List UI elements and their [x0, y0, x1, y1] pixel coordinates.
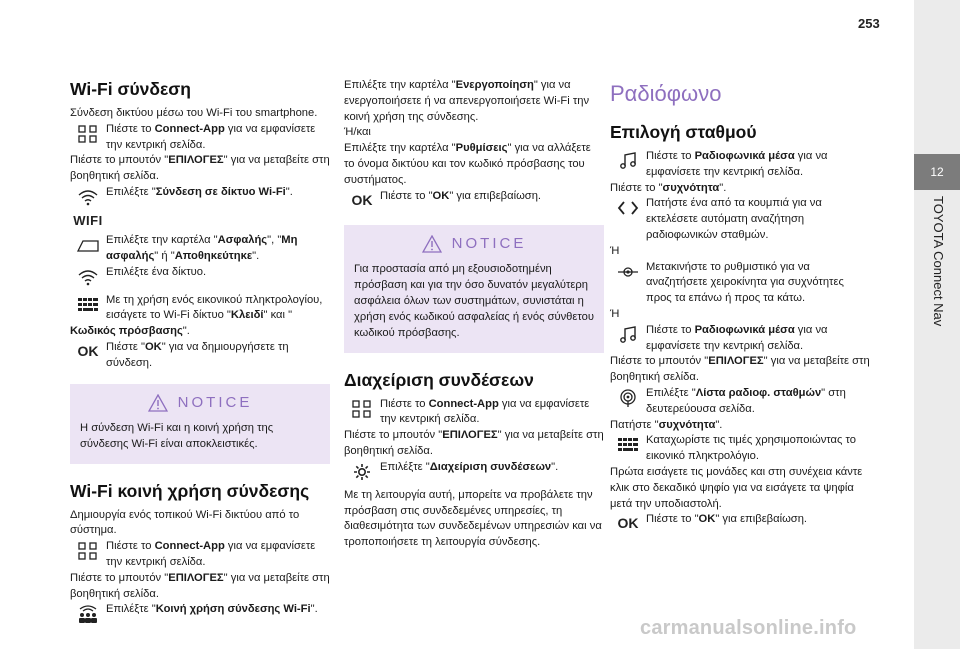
- radio-step-frequency: Πιέστε το "συχνότητα".: [610, 181, 727, 194]
- step-select-wifi: Επιλέξτε "Σύνδεση σε δίκτυο Wi-Fi".: [70, 185, 330, 209]
- ok-icon: OK: [77, 343, 99, 360]
- or-and: Ή/και: [344, 126, 371, 139]
- slider-knob-icon: [610, 260, 646, 284]
- radio-station-icon: [610, 386, 646, 410]
- watermark: carmanualsonline.info: [640, 617, 857, 639]
- step-select-network: Επιλέξτε ένα δίκτυο.: [70, 265, 330, 289]
- radio-step-media: Πιέστε το Ραδιοφωνικά μέσα για να εμφανίσετε την κεντρική σελίδα.: [610, 149, 870, 181]
- chapter-tab[interactable]: 12: [914, 154, 960, 190]
- manage-step-options: Πιέστε το μπουτόν "ΕΠΙΛΟΓΕΣ" για να μεταβείτε στη βοηθητική σελίδα.: [344, 429, 604, 457]
- notice-text: Η σύνδεση Wi-Fi και η κοινή χρήση της σύνδεσης Wi-Fi είναι αποκλειστικές.: [80, 421, 274, 450]
- radio-step-options: Πιέστε το μπουτόν "ΕΠΙΛΟΓΕΣ" για να μεταβείτε στη βοηθητική σελίδα.: [610, 355, 870, 384]
- step-connect-app: Πιέστε το Connect-App για να εμφανίσετε την κεντρική σελίδα.: [70, 122, 330, 154]
- share-step-select: Επιλέξτε "Κοινή χρήση σύνδεσης Wi-Fi".: [70, 602, 330, 626]
- wifi-label-icon: WIFI: [73, 213, 103, 229]
- step-ok-confirm: OK Πιέστε το "OK" για επιβεβαίωση.: [344, 189, 604, 213]
- step-keyboard: Με τη χρήση ενός εικονικού πληκτρολογίου, εισάγετε το Wi-Fi δίκτυο "Κλειδί" και ": [70, 293, 330, 325]
- column-radio: Ραδιόφωνο Επιλογή σταθμού Πιέστε το Ραδιοφωνικά μέσα για να εμφανίσετε την κεντρική σελίδα. Πιέστε το "συχνότητα". Πατήστε ένα από τα κουμπιά για να εκτελέσετε αυτόματη αναζήτηση ραδιοφωνικών σταθμών. Ή Μετακινήστε το ρυθμιστικό για να αναζητήσετε χειροκίνητα για συχνότητες προς τα επάνω ή προς τα κάτω. Ή Πιέστε το Ραδιοφωνικά μέσα για να εμφανίσετε την κεντρική σελίδα. Πιέστε το μπουτόν "ΕΠΙΛΟΓΕΣ" για να μεταβείτε στη βοηθητική σελίδα. Επιλέξτε "Λίστα ραδιοφ. σταθμών" στη δευτερεύουσα σελίδα. Πατήστε "συχνότητα". Καταχωρίστε τις τιμές χρησιμοποιώντας το εικονικό πληκτρολόγιο. Πρώτα εισάγετε τις μονάδες και στη συνέχεια κάντε κλικ στο δεκαδικό ψηφίο για να εισάγετε τα ψηφία μετά την υποδιαστολή. OK Πιέστε το "OK" για επιβεβαίωση.: [610, 78, 870, 536]
- keyboard-icon: [70, 293, 106, 317]
- warning-icon: [148, 394, 168, 412]
- manage-connections-heading: Διαχείριση συνδέσεων: [344, 369, 534, 390]
- radio-step-keyboard: Καταχωρίστε τις τιμές χρησιμοποιώντας το εικονικό πληκτρολόγιο.: [610, 433, 870, 465]
- ok-icon: OK: [617, 515, 639, 532]
- radio-step-ok: OK Πιέστε το "OK" για επιβεβαίωση.: [610, 512, 870, 536]
- page-number: 253: [858, 16, 880, 31]
- manage-step-select: Επιλέξτε "Διαχείριση συνδέσεων".: [344, 460, 604, 484]
- step-settings: Επιλέξτε την καρτέλα "Ρυθμίσεις" για να αλλάξετε το όνομα δικτύου και τον κωδικό πρόσβασης του συστήματος.: [344, 142, 591, 186]
- wifi-network-icon: [70, 265, 106, 289]
- radio-step-seek: Πατήστε ένα από τα κουμπιά για να εκτελέσετε αυτόματη αναζήτηση ραδιοφωνικών σταθμών.: [610, 196, 870, 243]
- column-wifi: Wi-Fi σύνδεση Σύνδεση δικτύου μέσω του Wi-Fi του smartphone. Πιέστε το Connect-App για να εμφανίσετε την κεντρική σελίδα. Πιέστε το μπουτόν "ΕΠΙΛΟΓΕΣ" για να μεταβείτε στη βοηθητική σελίδα. Επιλέξτε "Σύνδεση σε δίκτυο Wi-Fi". WIFI Επιλέξτε την καρτέλα "Ασφαλής", "Μη ασφαλής" ή "Αποθηκεύτηκε". Επιλέξτε ένα δίκτυο. Με τη χρήση ενός εικονικού πληκτρολογίου, εισάγετε το Wi-Fi δίκτυο "Κλειδί" και " Κωδικός πρόσβασης". OK Πιέστε "OK" για να δημιουργήσετε τη σύνδεση. NOTICE Η σύνδεση Wi-Fi και η κοινή χρήση της σύνδεσης Wi-Fi είναι αποκλειστικές. Wi-Fi κοινή χρήση σύνδεσης Δημιουργία ενός τοπικού Wi-Fi δικτύου από το σύστημα. Πιέστε το Connect-App για να εμφανίσετε την κεντρική σελίδα. Πιέστε το μπουτόν "ΕΠΙΛΟΓΕΣ" για να μεταβείτε στη βοηθητική σελίδα. Επιλέξτε "Κοινή χρήση σύνδεσης Wi-Fi".: [70, 78, 330, 626]
- hotspot-share-icon: [70, 602, 106, 626]
- wifi-icon: [70, 185, 106, 209]
- music-note-icon: [610, 149, 646, 173]
- wifi-intro: Σύνδεση δικτύου μέσω του Wi-Fi του smartphone.: [70, 107, 318, 119]
- chapter-title: TOYOTA Connect Nav: [931, 196, 946, 327]
- wifi-connection-heading: Wi-Fi σύνδεση: [70, 79, 191, 99]
- column-sharing-manage: [344, 78, 604, 551]
- step-activate: Επιλέξτε την καρτέλα "Ενεργοποίηση" για να ενεργοποιήσετε ή να απενεργοποιήσετε Wi-Fi την κοινή χρήση της σύνδεσης.: [344, 79, 590, 123]
- share-step-options: Πιέστε το μπουτόν "ΕΠΙΛΟΓΕΣ" για να μεταβείτε στη βοηθητική σελίδα.: [70, 571, 330, 600]
- gear-icon: [344, 460, 380, 484]
- notice-box: [70, 384, 330, 464]
- radio-step-frequency-2: Πατήστε "συχνότητα".: [610, 418, 723, 431]
- share-intro: Δημιουργία ενός τοπικού Wi-Fi δικτύου από το σύστημα.: [70, 508, 300, 537]
- tab-icon: [70, 233, 106, 257]
- step-tab-secure: Επιλέξτε την καρτέλα "Ασφαλής", "Μη ασφαλής" ή "Αποθηκεύτηκε".: [70, 233, 330, 265]
- manage-description: Με τη λειτουργία αυτή, μπορείτε να προβάλετε την πρόσβαση στις συνδεδεμένες υπηρεσίες, τη διαθεσιμότητα των συνδεδεμένων υπηρεσιών και να τροποποιήσετε τη λειτουργία σύνδεσης.: [344, 488, 602, 549]
- step-ok: OK Πιέστε "OK" για να δημιουργήσετε τη σύνδεση.: [70, 340, 330, 372]
- share-step-connect-app: Πιέστε το Connect-App για να εμφανίσετε την κεντρική σελίδα.: [70, 539, 330, 571]
- seek-arrows-icon: [610, 196, 646, 220]
- notice-text: Για προστασία από μη εξουσιοδοτημένη πρόσβαση και για την όσο δυνατόν μεγαλύτερη ασφάλεια όλων των συστημάτων, συνιστάται η χρήση ενός κωδικού ασφαλείας ή ενός σύνθετου κωδικού πρόσβασης.: [354, 262, 594, 339]
- notice-title: NOTICE: [451, 234, 527, 252]
- step-options: Πιέστε το μπουτόν "ΕΠΙΛΟΓΕΣ" για να μεταβείτε στη βοηθητική σελίδα.: [70, 154, 330, 183]
- wifi-sharing-heading: Wi-Fi κοινή χρήση σύνδεσης: [70, 480, 310, 501]
- manage-step-connect-app: Πιέστε το Connect-App για να εμφανίσετε την κεντρική σελίδα.: [344, 397, 604, 429]
- radio-step-decimal: Πρώτα εισάγετε τις μονάδες και στη συνέχεια κάντε κλικ στο δεκαδικό ψηφίο για να εισάγετε τα ψηφία μετά την υποδιαστολή.: [610, 465, 863, 510]
- wifi-label-row: [70, 209, 330, 233]
- radio-heading: Ραδιόφωνο: [610, 81, 722, 106]
- radio-step-media-2: Πιέστε το Ραδιοφωνικά μέσα για να εμφανίσετε την κεντρική σελίδα.: [610, 323, 870, 355]
- radio-step-slider: Μετακινήστε το ρυθμιστικό για να αναζητήσετε χειροκίνητα για συχνότητες προς τα επάνω ή προς τα κάτω.: [610, 260, 870, 307]
- grid-apps-icon: [70, 122, 106, 146]
- notice-title: NOTICE: [177, 393, 253, 411]
- music-note-icon: [610, 323, 646, 347]
- warning-icon: [422, 235, 442, 253]
- station-select-heading: Επιλογή σταθμού: [610, 122, 757, 142]
- ok-icon: OK: [351, 191, 373, 208]
- radio-step-list: Επιλέξτε "Λίστα ραδιοφ. σταθμών" στη δευτερεύουσα σελίδα.: [610, 386, 870, 418]
- keyboard-icon: [610, 433, 646, 457]
- grid-apps-icon: [70, 539, 106, 563]
- notice-box: [344, 225, 604, 353]
- grid-apps-icon: [344, 397, 380, 421]
